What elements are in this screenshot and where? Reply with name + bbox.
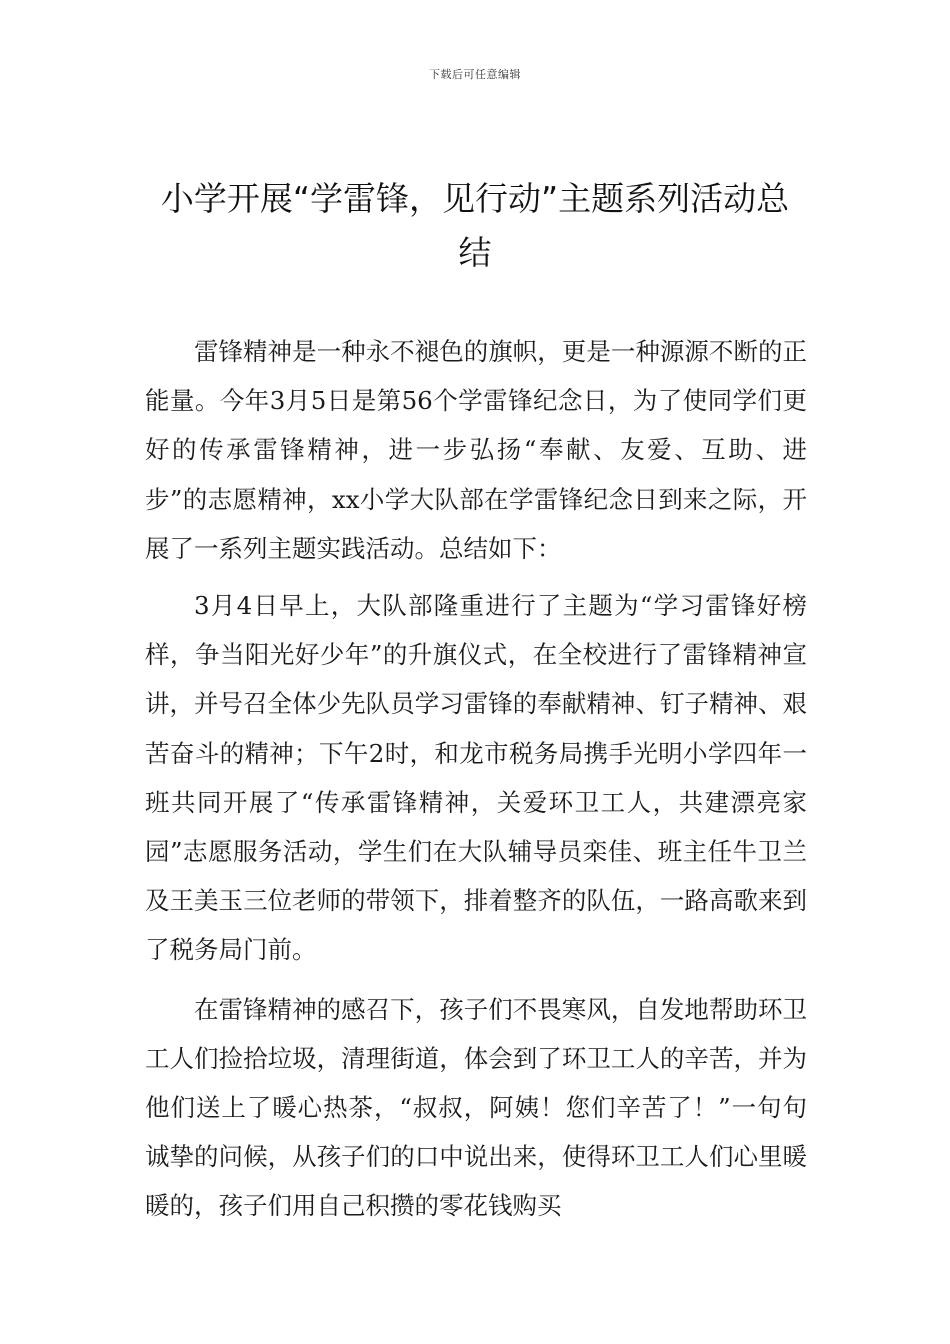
paragraph-3: 在雷锋精神的感召下，孩子们不畏寒风，自发地帮助环卫工人们捡拾垃圾，清理街道，体会到了环卫工人的辛苦，并为他们送上了暖心热茶，“叔叔，阿姨！您们辛苦了！”一句句诚挚的问候，从孩子们的口中说出来，使得环卫工人们心里暖暖的，孩子们用自己积攒的零花钱购买 xyxy=(145,994,807,1221)
document-title: 小学开展“学雷锋，见行动”主题系列活动总结 xyxy=(160,179,790,272)
paragraph-1: 雷锋精神是一种永不褪色的旗帜，更是一种源源不断的正能量。今年3月5日是第56个学雷锋纪念日，为了使同学们更好的传承雷锋精神，进一步弘扬“奉献、友爱、互助、进步”的志愿精神，xx小学大队部在学雷锋纪念日到来之际，开展了一系列主题实践活动。总结如下： xyxy=(145,337,807,563)
document-body xyxy=(145,327,807,1239)
header-note: 下载后可任意编辑 xyxy=(429,68,521,81)
paragraph-2: 3月4日早上，大队部隆重进行了主题为“学习雷锋好榜样，争当阳光好少年”的升旗仪式，在全校进行了雷锋精神宣讲，并号召全体少先队员学习雷锋的奉献精神、钉子精神、艰苦奋斗的精神；下午2时，和龙市税务局携手光明小学四年一班共同开展了“传承雷锋精神，关爱环卫工人，共建漂亮家园”志愿服务活动，学生们在大队辅导员栾佳、班主任牛卫兰及王美玉三位老师的带领下，排着整齐的队伍，一路高歌来到了税务局门前。 xyxy=(145,591,807,965)
